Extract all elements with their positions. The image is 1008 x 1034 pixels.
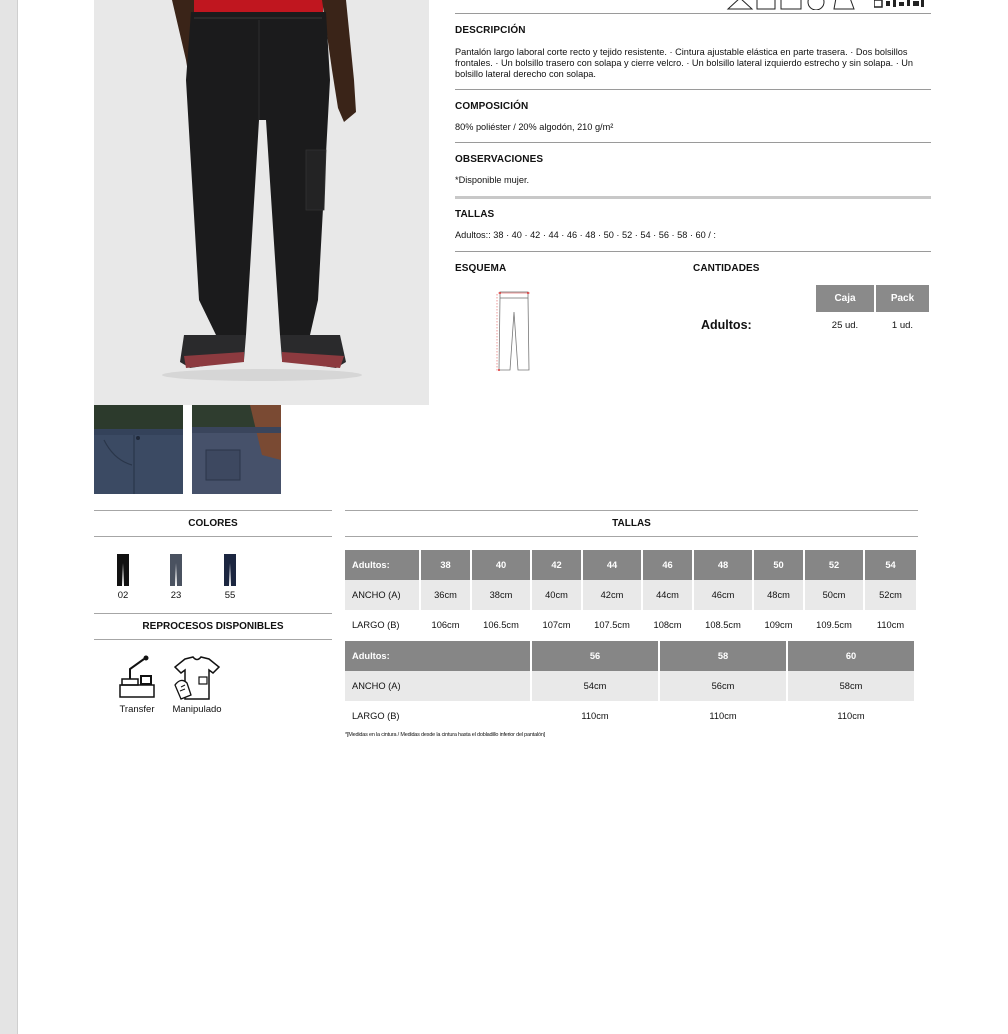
color-swatch-55[interactable] [215, 553, 245, 601]
reprocess-manipulado[interactable] [171, 655, 223, 715]
care-symbols-icon [726, 0, 862, 10]
thumbnail-back-detail[interactable] [192, 405, 281, 494]
composition-title: COMPOSICIÓN [455, 101, 529, 112]
table-cell: 109.5cm [816, 620, 852, 630]
table-row [345, 580, 916, 610]
sizes-info-text: Adultos:: 38 · 40 · 42 · 44 · 46 · 48 · 50 · 52 · 54 · 56 · 58 · 60 / : [455, 230, 716, 240]
table-cell: 110cm [837, 711, 865, 721]
thumbnail-front-detail[interactable] [94, 405, 183, 494]
size-header: 58 [660, 641, 786, 671]
description-text: Pantalón largo laboral corte recto y tejido resistente. · Cintura ajustable elástica en parte trasera. · Dos bolsillos frontales. · Un bolsillo trasero con solapa y cierre velcro. · Un bolsillo lateral izquierdo estrecho y sin solapa. · Un bolsillo lateral derecho con solapa. [455, 47, 914, 79]
reprocess-label: Manipulado [172, 704, 222, 715]
table-cell: 106.5cm [483, 620, 519, 630]
color-swatch-23[interactable] [161, 553, 191, 601]
table-cell: 110cm [581, 711, 609, 721]
quantities-title: CANTIDADES [693, 263, 760, 274]
table-cell: 54cm [532, 671, 658, 701]
row-label: LARGO (B) [352, 711, 400, 721]
quantities-table [814, 285, 931, 339]
table-cell: 56cm [660, 671, 786, 701]
table-cell: 106cm [431, 620, 460, 630]
sizes-note: *[Medidas en la cintura / Medidas desde la cintura hasta el dobladillo inferior del pantalón] [345, 732, 546, 738]
table-row [345, 610, 916, 640]
pants-schema-icon [496, 290, 532, 376]
table-row [345, 671, 914, 701]
schema-title: ESQUEMA [455, 263, 507, 274]
size-header: 56 [532, 641, 658, 671]
size-header: 50 [754, 550, 803, 580]
table-cell: 108cm [653, 620, 682, 630]
table-cell: 50cm [805, 580, 863, 610]
table-cell: 40cm [532, 580, 581, 610]
reprocess-transfer[interactable] [114, 655, 160, 715]
table-cell: 36cm [421, 580, 470, 610]
table-cell: 42cm [583, 580, 641, 610]
table-cell: 110cm [876, 620, 905, 630]
table-cell: 108.5cm [705, 620, 741, 630]
sizes-info-section [455, 209, 931, 241]
description-title: DESCRIPCIÓN [455, 25, 526, 36]
table-cell: 52cm [865, 580, 916, 610]
handling-shirt-icon [173, 655, 221, 701]
divider [455, 196, 931, 199]
sizes-table-title: TALLAS [612, 518, 651, 529]
sizes-group-label: Adultos: [345, 641, 530, 671]
composition-section [455, 101, 931, 133]
observations-section [455, 154, 931, 186]
pants-color-icon [116, 553, 130, 587]
size-header: 38 [421, 550, 470, 580]
table-cell: 107cm [542, 620, 571, 630]
product-sheet-page [17, 0, 1008, 1034]
color-code: 23 [170, 590, 182, 601]
reprocesses-title: REPROCESOS DISPONIBLES [142, 621, 284, 632]
size-header: 54 [865, 550, 916, 580]
table-cell: 107.5cm [594, 620, 630, 630]
pants-color-icon [223, 553, 237, 587]
size-header: 46 [643, 550, 692, 580]
size-header: 48 [694, 550, 752, 580]
table-cell: 48cm [754, 580, 803, 610]
size-header: 40 [472, 550, 530, 580]
divider [455, 142, 931, 143]
qty-row-label: Adultos: [701, 318, 752, 332]
divider [94, 536, 332, 537]
qty-pack-value: 1 ud. [891, 320, 914, 331]
divider [94, 510, 332, 511]
table-cell: 58cm [788, 671, 914, 701]
reprocess-label: Transfer [119, 704, 155, 715]
table-cell: 38cm [472, 580, 530, 610]
table-cell: 46cm [694, 580, 752, 610]
transfer-press-icon [116, 655, 158, 701]
observations-text: *Disponible mujer. [455, 175, 530, 185]
table-cell: 110cm [709, 711, 737, 721]
divider [455, 251, 931, 252]
product-photo [94, 0, 429, 405]
observations-title: OBSERVACIONES [455, 154, 544, 165]
description-section [455, 25, 931, 80]
divider [94, 613, 332, 614]
qty-header-box: Caja [816, 285, 874, 312]
divider [345, 510, 918, 511]
color-code: 02 [117, 590, 129, 601]
sizes-table-2 [343, 641, 916, 731]
divider [345, 536, 918, 537]
size-header: 42 [532, 550, 581, 580]
pants-color-icon [169, 553, 183, 587]
qr-code-icon [874, 0, 929, 8]
row-label: ANCHO (A) [345, 580, 419, 610]
divider [94, 639, 332, 640]
color-swatch-02[interactable] [108, 553, 138, 601]
sizes-group-label: Adultos: [345, 550, 419, 580]
table-row [345, 701, 914, 731]
size-header: 44 [583, 550, 641, 580]
colors-title: COLORES [188, 518, 238, 529]
sizes-info-title: TALLAS [455, 209, 495, 220]
size-header: 52 [805, 550, 863, 580]
divider [455, 13, 931, 14]
qty-header-pack: Pack [876, 285, 929, 312]
row-label: LARGO (B) [352, 620, 400, 630]
divider [455, 89, 931, 90]
table-cell: 109cm [764, 620, 793, 630]
color-code: 55 [224, 590, 236, 601]
qty-box-value: 25 ud. [831, 320, 859, 331]
table-cell: 44cm [643, 580, 692, 610]
composition-text: 80% poliéster / 20% algodón, 210 g/m² [455, 122, 614, 132]
size-header: 60 [788, 641, 914, 671]
row-label: ANCHO (A) [345, 671, 530, 701]
sizes-table-1 [343, 550, 918, 640]
